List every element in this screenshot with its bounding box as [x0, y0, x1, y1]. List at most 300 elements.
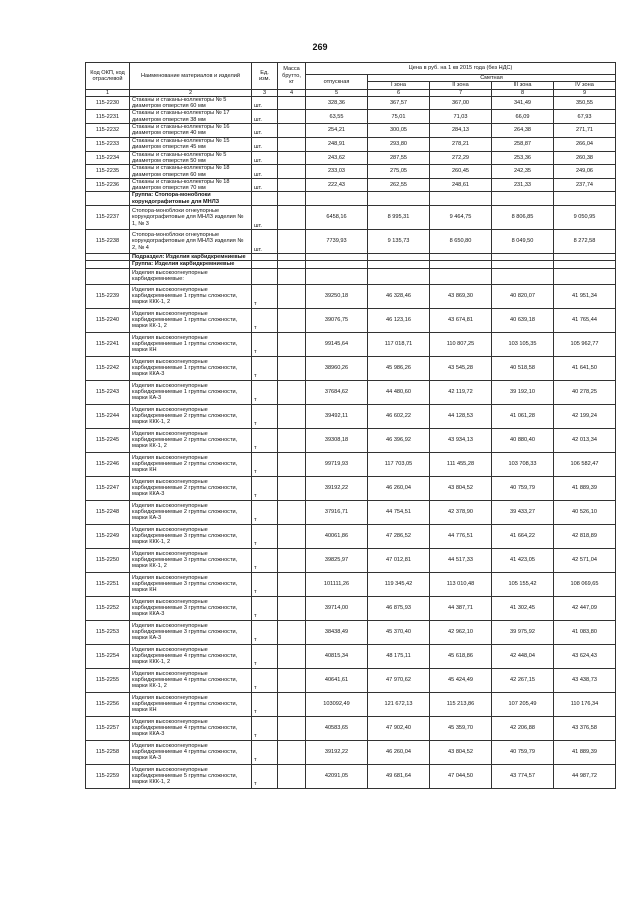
item-mass — [278, 524, 306, 548]
table-row — [86, 500, 616, 524]
price-zone-3: 41 664,22 — [492, 524, 554, 548]
price-zone-1: 45 986,26 — [368, 356, 430, 380]
price-zone-2: 9 464,75 — [430, 206, 492, 230]
item-mass — [278, 764, 306, 788]
item-code: 115-2236 — [86, 178, 130, 192]
item-mass — [278, 692, 306, 716]
table-row — [86, 96, 616, 110]
item-unit: т — [252, 332, 278, 356]
item-unit: т — [252, 764, 278, 788]
price-zone-4: 8 272,58 — [554, 230, 616, 254]
item-name: Изделия высокоогнеупорные карбидкремниевые 1 группы сложности, марки ККА-3 — [130, 356, 252, 380]
price-zone-1: 46 396,92 — [368, 428, 430, 452]
item-unit: т — [252, 476, 278, 500]
price-zone-2: 43 674,81 — [430, 308, 492, 332]
item-mass — [278, 668, 306, 692]
price-zone-2: 43 934,13 — [430, 428, 492, 452]
item-unit: т — [252, 452, 278, 476]
price-zone-3: 40 820,07 — [492, 284, 554, 308]
item-name: Изделия высокоогнеупорные карбидкремниевые 1 группы сложности, марки КК-1, 2 — [130, 308, 252, 332]
item-mass — [278, 716, 306, 740]
table-row — [86, 452, 616, 476]
empty-cell — [430, 261, 492, 268]
item-unit: т — [252, 596, 278, 620]
price-zone-1: 75,01 — [368, 110, 430, 124]
item-mass — [278, 476, 306, 500]
price-zone-2: 284,13 — [430, 124, 492, 138]
subgroup-title: Изделия высокоогнеупорные карбидкремниевые: — [130, 268, 252, 284]
price-zone-1: 46 875,93 — [368, 596, 430, 620]
price-zone-4: 350,55 — [554, 96, 616, 110]
price-otpusknaya: 99145,64 — [306, 332, 368, 356]
price-zone-1: 8 995,31 — [368, 206, 430, 230]
item-name: Стопора-моноблоки огнеупорные корундографитовые для МНЛЗ изделия № 2, № 4 — [130, 230, 252, 254]
item-name: Стаканы и стаканы-коллекторы № 5 диаметром отверстия 60 мм — [130, 96, 252, 110]
price-zone-2: 47 044,50 — [430, 764, 492, 788]
price-otpusknaya: 243,62 — [306, 151, 368, 165]
price-zone-2: 43 869,30 — [430, 284, 492, 308]
item-unit: т — [252, 524, 278, 548]
price-zone-1: 49 681,64 — [368, 764, 430, 788]
empty-cell — [492, 261, 554, 268]
col-number: 5 — [306, 89, 368, 96]
item-mass — [278, 178, 306, 192]
empty-cell — [368, 254, 430, 261]
item-mass — [278, 308, 306, 332]
item-mass — [278, 404, 306, 428]
price-zone-3: 43 774,57 — [492, 764, 554, 788]
item-code: 115-2246 — [86, 452, 130, 476]
table-row — [86, 151, 616, 165]
item-mass — [278, 572, 306, 596]
item-unit: т — [252, 308, 278, 332]
price-zone-4: 40 278,25 — [554, 380, 616, 404]
table-row — [86, 380, 616, 404]
empty-cell — [368, 192, 430, 206]
price-otpusknaya: 39492,11 — [306, 404, 368, 428]
table-row — [86, 178, 616, 192]
table-row — [86, 740, 616, 764]
empty-cell — [430, 268, 492, 284]
item-unit: т — [252, 620, 278, 644]
item-code: 115-2258 — [86, 740, 130, 764]
item-mass — [278, 644, 306, 668]
item-name: Изделия высокоогнеупорные карбидкремниевые 5 группы сложности, марки ККК-1, 2 — [130, 764, 252, 788]
price-zone-2: 43 545,28 — [430, 356, 492, 380]
price-otpusknaya: 7739,93 — [306, 230, 368, 254]
price-zone-3: 41 423,05 — [492, 548, 554, 572]
empty-cell — [86, 254, 130, 261]
item-mass — [278, 332, 306, 356]
item-mass — [278, 596, 306, 620]
item-name: Изделия высокоогнеупорные карбидкремниевые 2 группы сложности, марки ККА-3 — [130, 476, 252, 500]
price-zone-4: 41 889,39 — [554, 476, 616, 500]
table-row — [86, 476, 616, 500]
item-name: Изделия высокоогнеупорные карбидкремниевые 3 группы сложности, марки КА-3 — [130, 620, 252, 644]
header-zone-2: II зона — [430, 82, 492, 89]
price-zone-2: 113 010,48 — [430, 572, 492, 596]
price-zone-4: 266,04 — [554, 137, 616, 151]
price-otpusknaya: 40583,65 — [306, 716, 368, 740]
price-zone-2: 367,00 — [430, 96, 492, 110]
price-otpusknaya: 37916,71 — [306, 500, 368, 524]
item-code: 115-2251 — [86, 572, 130, 596]
item-code: 115-2255 — [86, 668, 130, 692]
price-zone-4: 249,06 — [554, 165, 616, 179]
price-zone-3: 231,33 — [492, 178, 554, 192]
empty-cell — [278, 261, 306, 268]
item-code: 115-2232 — [86, 124, 130, 138]
item-code: 115-2241 — [86, 332, 130, 356]
col-number: 9 — [554, 89, 616, 96]
table-row — [86, 230, 616, 254]
table-row — [86, 572, 616, 596]
item-code: 115-2257 — [86, 716, 130, 740]
price-zone-2: 8 650,80 — [430, 230, 492, 254]
table-row — [86, 644, 616, 668]
empty-cell — [554, 268, 616, 284]
price-zone-2: 43 804,52 — [430, 740, 492, 764]
header-price-title: Цена в руб. на 1 кв 2015 года (без НДС) — [306, 63, 616, 75]
item-mass — [278, 110, 306, 124]
item-name: Изделия высокоогнеупорные карбидкремниевые 3 группы сложности, марки ККК-1, 2 — [130, 524, 252, 548]
item-unit: шт. — [252, 230, 278, 254]
header-code: Код ОКП, код отраслевой — [86, 63, 130, 90]
group-title: Группа: Стопора-моноблоки корундографитовые для МНЛЗ — [130, 192, 252, 206]
item-mass — [278, 284, 306, 308]
price-zone-2: 43 804,52 — [430, 476, 492, 500]
empty-cell — [306, 192, 368, 206]
price-zone-4: 43 438,73 — [554, 668, 616, 692]
empty-cell — [252, 268, 278, 284]
item-unit: т — [252, 548, 278, 572]
item-code: 115-2240 — [86, 308, 130, 332]
price-table — [85, 62, 616, 789]
page-number: 269 — [312, 42, 328, 52]
price-zone-1: 48 175,11 — [368, 644, 430, 668]
price-otpusknaya: 222,43 — [306, 178, 368, 192]
item-name: Изделия высокоогнеупорные карбидкремниевые 2 группы сложности, марки КН — [130, 452, 252, 476]
group-row — [86, 254, 616, 261]
item-mass — [278, 165, 306, 179]
price-zone-4: 260,38 — [554, 151, 616, 165]
col-number: 3 — [252, 89, 278, 96]
empty-cell — [554, 192, 616, 206]
price-zone-4: 108 069,65 — [554, 572, 616, 596]
empty-cell — [306, 254, 368, 261]
item-name: Стаканы и стаканы-коллекторы № 15 диаметром отверстия 45 мм — [130, 137, 252, 151]
header-mass: Масса брутто, кг — [278, 63, 306, 90]
item-unit: шт. — [252, 124, 278, 138]
price-zone-1: 262,55 — [368, 178, 430, 192]
price-zone-1: 300,05 — [368, 124, 430, 138]
item-code: 115-2235 — [86, 165, 130, 179]
price-zone-1: 44 754,51 — [368, 500, 430, 524]
price-zone-3: 341,49 — [492, 96, 554, 110]
item-mass — [278, 137, 306, 151]
item-unit: шт. — [252, 165, 278, 179]
item-code: 115-2259 — [86, 764, 130, 788]
item-unit: т — [252, 692, 278, 716]
price-zone-1: 275,05 — [368, 165, 430, 179]
empty-cell — [306, 268, 368, 284]
item-name: Изделия высокоогнеупорные карбидкремниевые 4 группы сложности, марки ККА-3 — [130, 716, 252, 740]
price-zone-1: 46 602,22 — [368, 404, 430, 428]
item-mass — [278, 230, 306, 254]
price-zone-2: 44 517,33 — [430, 548, 492, 572]
table-row — [86, 206, 616, 230]
price-zone-1: 367,57 — [368, 96, 430, 110]
item-name: Изделия высокоогнеупорные карбидкремниевые 2 группы сложности, марки КА-3 — [130, 500, 252, 524]
price-otpusknaya: 39076,75 — [306, 308, 368, 332]
price-zone-3: 8 806,85 — [492, 206, 554, 230]
item-name: Изделия высокоогнеупорные карбидкремниевые 4 группы сложности, марки КК-1, 2 — [130, 668, 252, 692]
item-name: Изделия высокоогнеупорные карбидкремниевые 2 группы сложности, марки КК-1, 2 — [130, 428, 252, 452]
table-row — [86, 165, 616, 179]
table-row — [86, 404, 616, 428]
item-code: 115-2230 — [86, 96, 130, 110]
price-otpusknaya: 99719,93 — [306, 452, 368, 476]
price-zone-2: 110 807,25 — [430, 332, 492, 356]
price-otpusknaya: 40815,34 — [306, 644, 368, 668]
empty-cell — [368, 261, 430, 268]
col-number: 1 — [86, 89, 130, 96]
item-code: 115-2248 — [86, 500, 130, 524]
empty-cell — [86, 268, 130, 284]
item-name: Изделия высокоогнеупорные карбидкремниевые 2 группы сложности, марки ККК-1, 2 — [130, 404, 252, 428]
price-zone-2: 111 455,28 — [430, 452, 492, 476]
price-otpusknaya: 39192,22 — [306, 476, 368, 500]
price-zone-4: 237,74 — [554, 178, 616, 192]
table-row — [86, 716, 616, 740]
price-zone-3: 40 639,18 — [492, 308, 554, 332]
item-code: 115-2239 — [86, 284, 130, 308]
price-otpusknaya: 38438,49 — [306, 620, 368, 644]
item-code: 115-2252 — [86, 596, 130, 620]
price-zone-3: 258,87 — [492, 137, 554, 151]
price-zone-3: 42 448,04 — [492, 644, 554, 668]
price-otpusknaya: 38960,26 — [306, 356, 368, 380]
header-zone-1: I зона — [368, 82, 430, 89]
price-zone-3: 41 302,45 — [492, 596, 554, 620]
price-zone-4: 105 962,77 — [554, 332, 616, 356]
item-name: Изделия высокоогнеупорные карбидкремниевые 4 группы сложности, марки ККК-1, 2 — [130, 644, 252, 668]
price-otpusknaya: 248,91 — [306, 137, 368, 151]
price-otpusknaya: 39308,18 — [306, 428, 368, 452]
item-mass — [278, 96, 306, 110]
price-zone-1: 46 260,04 — [368, 740, 430, 764]
price-zone-3: 40 880,40 — [492, 428, 554, 452]
price-zone-4: 43 624,43 — [554, 644, 616, 668]
item-name: Стопора-моноблоки огнеупорные корундографитовые для МНЛЗ изделия № 1, № 3 — [130, 206, 252, 230]
table-row — [86, 356, 616, 380]
price-zone-1: 44 480,60 — [368, 380, 430, 404]
col-number: 2 — [130, 89, 252, 96]
price-zone-4: 106 582,47 — [554, 452, 616, 476]
item-code: 115-2245 — [86, 428, 130, 452]
item-code: 115-2242 — [86, 356, 130, 380]
table-row — [86, 548, 616, 572]
price-zone-3: 40 518,58 — [492, 356, 554, 380]
table-row — [86, 137, 616, 151]
price-zone-1: 119 345,42 — [368, 572, 430, 596]
item-unit: т — [252, 644, 278, 668]
price-zone-4: 42 447,09 — [554, 596, 616, 620]
price-zone-4: 67,93 — [554, 110, 616, 124]
item-code: 115-2233 — [86, 137, 130, 151]
item-mass — [278, 548, 306, 572]
price-zone-4: 271,71 — [554, 124, 616, 138]
price-zone-4: 40 526,10 — [554, 500, 616, 524]
item-code: 115-2253 — [86, 620, 130, 644]
item-unit: шт. — [252, 151, 278, 165]
empty-cell — [368, 268, 430, 284]
price-zone-3: 107 205,49 — [492, 692, 554, 716]
item-unit: т — [252, 500, 278, 524]
item-unit: т — [252, 404, 278, 428]
subgroup-row — [86, 268, 616, 284]
empty-cell — [554, 261, 616, 268]
table-row — [86, 124, 616, 138]
header-otpusknaya: отпускная — [306, 75, 368, 90]
price-zone-1: 47 286,52 — [368, 524, 430, 548]
price-zone-3: 41 061,28 — [492, 404, 554, 428]
price-zone-2: 42 378,90 — [430, 500, 492, 524]
item-code: 115-2254 — [86, 644, 130, 668]
item-unit: шт. — [252, 96, 278, 110]
price-zone-4: 42 199,24 — [554, 404, 616, 428]
price-zone-4: 110 176,34 — [554, 692, 616, 716]
empty-cell — [278, 192, 306, 206]
price-zone-4: 42 571,04 — [554, 548, 616, 572]
empty-cell — [252, 192, 278, 206]
item-name: Изделия высокоогнеупорные карбидкремниевые 3 группы сложности, марки КН — [130, 572, 252, 596]
price-zone-1: 47 902,40 — [368, 716, 430, 740]
price-otpusknaya: 39825,97 — [306, 548, 368, 572]
table-row — [86, 428, 616, 452]
price-zone-4: 44 987,72 — [554, 764, 616, 788]
price-otpusknaya: 40641,61 — [306, 668, 368, 692]
table-row — [86, 596, 616, 620]
empty-cell — [492, 192, 554, 206]
item-unit: т — [252, 668, 278, 692]
price-zone-2: 42 119,72 — [430, 380, 492, 404]
price-zone-2: 44 776,51 — [430, 524, 492, 548]
price-zone-1: 46 123,16 — [368, 308, 430, 332]
table-body — [86, 96, 616, 788]
price-zone-4: 41 951,34 — [554, 284, 616, 308]
price-otpusknaya: 39250,18 — [306, 284, 368, 308]
price-otpusknaya: 39192,22 — [306, 740, 368, 764]
price-zone-3: 39 975,92 — [492, 620, 554, 644]
price-zone-3: 39 433,27 — [492, 500, 554, 524]
item-code: 115-2256 — [86, 692, 130, 716]
price-zone-1: 46 328,46 — [368, 284, 430, 308]
header-name: Наименование материалов и изделий — [130, 63, 252, 90]
price-zone-4: 41 765,44 — [554, 308, 616, 332]
item-unit: т — [252, 740, 278, 764]
price-zone-2: 248,61 — [430, 178, 492, 192]
table-row — [86, 668, 616, 692]
item-code: 115-2234 — [86, 151, 130, 165]
item-mass — [278, 620, 306, 644]
table-header — [86, 63, 616, 97]
table-row — [86, 110, 616, 124]
empty-cell — [430, 192, 492, 206]
col-number: 4 — [278, 89, 306, 96]
empty-cell — [554, 254, 616, 261]
table-row — [86, 308, 616, 332]
price-zone-2: 44 387,71 — [430, 596, 492, 620]
price-zone-3: 264,38 — [492, 124, 554, 138]
item-name: Стаканы и стаканы-коллекторы № 5 диаметром отверстия 50 мм — [130, 151, 252, 165]
item-name: Стаканы и стаканы-коллекторы № 18 диаметром отверстия 60 мм — [130, 165, 252, 179]
item-code: 115-2237 — [86, 206, 130, 230]
item-unit: шт. — [252, 178, 278, 192]
price-zone-2: 42 962,10 — [430, 620, 492, 644]
price-zone-1: 47 970,62 — [368, 668, 430, 692]
price-otpusknaya: 101111,26 — [306, 572, 368, 596]
price-zone-1: 46 260,04 — [368, 476, 430, 500]
item-unit: т — [252, 716, 278, 740]
header-unit: Ед. изм. — [252, 63, 278, 90]
price-zone-3: 66,09 — [492, 110, 554, 124]
empty-cell — [86, 261, 130, 268]
item-code: 115-2249 — [86, 524, 130, 548]
col-number: 7 — [430, 89, 492, 96]
item-unit: т — [252, 380, 278, 404]
item-unit: шт. — [252, 206, 278, 230]
group-title: Подраздел: Изделия карбидкремниевые — [130, 254, 252, 261]
price-zone-1: 293,80 — [368, 137, 430, 151]
item-mass — [278, 151, 306, 165]
price-otpusknaya: 328,36 — [306, 96, 368, 110]
price-zone-3: 40 759,79 — [492, 476, 554, 500]
empty-cell — [86, 192, 130, 206]
price-otpusknaya: 42091,05 — [306, 764, 368, 788]
price-zone-3: 253,36 — [492, 151, 554, 165]
price-zone-3: 40 759,79 — [492, 740, 554, 764]
price-zone-3: 8 049,50 — [492, 230, 554, 254]
empty-cell — [306, 261, 368, 268]
empty-cell — [252, 254, 278, 261]
empty-cell — [278, 268, 306, 284]
price-otpusknaya: 254,21 — [306, 124, 368, 138]
col-number: 8 — [492, 89, 554, 96]
price-zone-2: 45 424,49 — [430, 668, 492, 692]
price-otpusknaya: 37684,62 — [306, 380, 368, 404]
empty-cell — [252, 261, 278, 268]
item-mass — [278, 380, 306, 404]
table-row — [86, 764, 616, 788]
col-number: 6 — [368, 89, 430, 96]
price-zone-3: 242,35 — [492, 165, 554, 179]
item-name: Изделия высокоогнеупорные карбидкремниевые 4 группы сложности, марки КА-3 — [130, 740, 252, 764]
price-otpusknaya: 39714,00 — [306, 596, 368, 620]
price-zone-3: 103 105,35 — [492, 332, 554, 356]
item-code: 115-2247 — [86, 476, 130, 500]
item-unit: шт. — [252, 137, 278, 151]
price-zone-2: 278,21 — [430, 137, 492, 151]
price-otpusknaya: 63,55 — [306, 110, 368, 124]
item-name: Изделия высокоогнеупорные карбидкремниевые 1 группы сложности, марки КА-3 — [130, 380, 252, 404]
item-mass — [278, 206, 306, 230]
price-zone-2: 45 618,86 — [430, 644, 492, 668]
price-zone-4: 42 818,89 — [554, 524, 616, 548]
item-unit: шт. — [252, 110, 278, 124]
item-name: Стаканы и стаканы-коллекторы № 16 диаметром отверстия 40 мм — [130, 124, 252, 138]
item-mass — [278, 452, 306, 476]
